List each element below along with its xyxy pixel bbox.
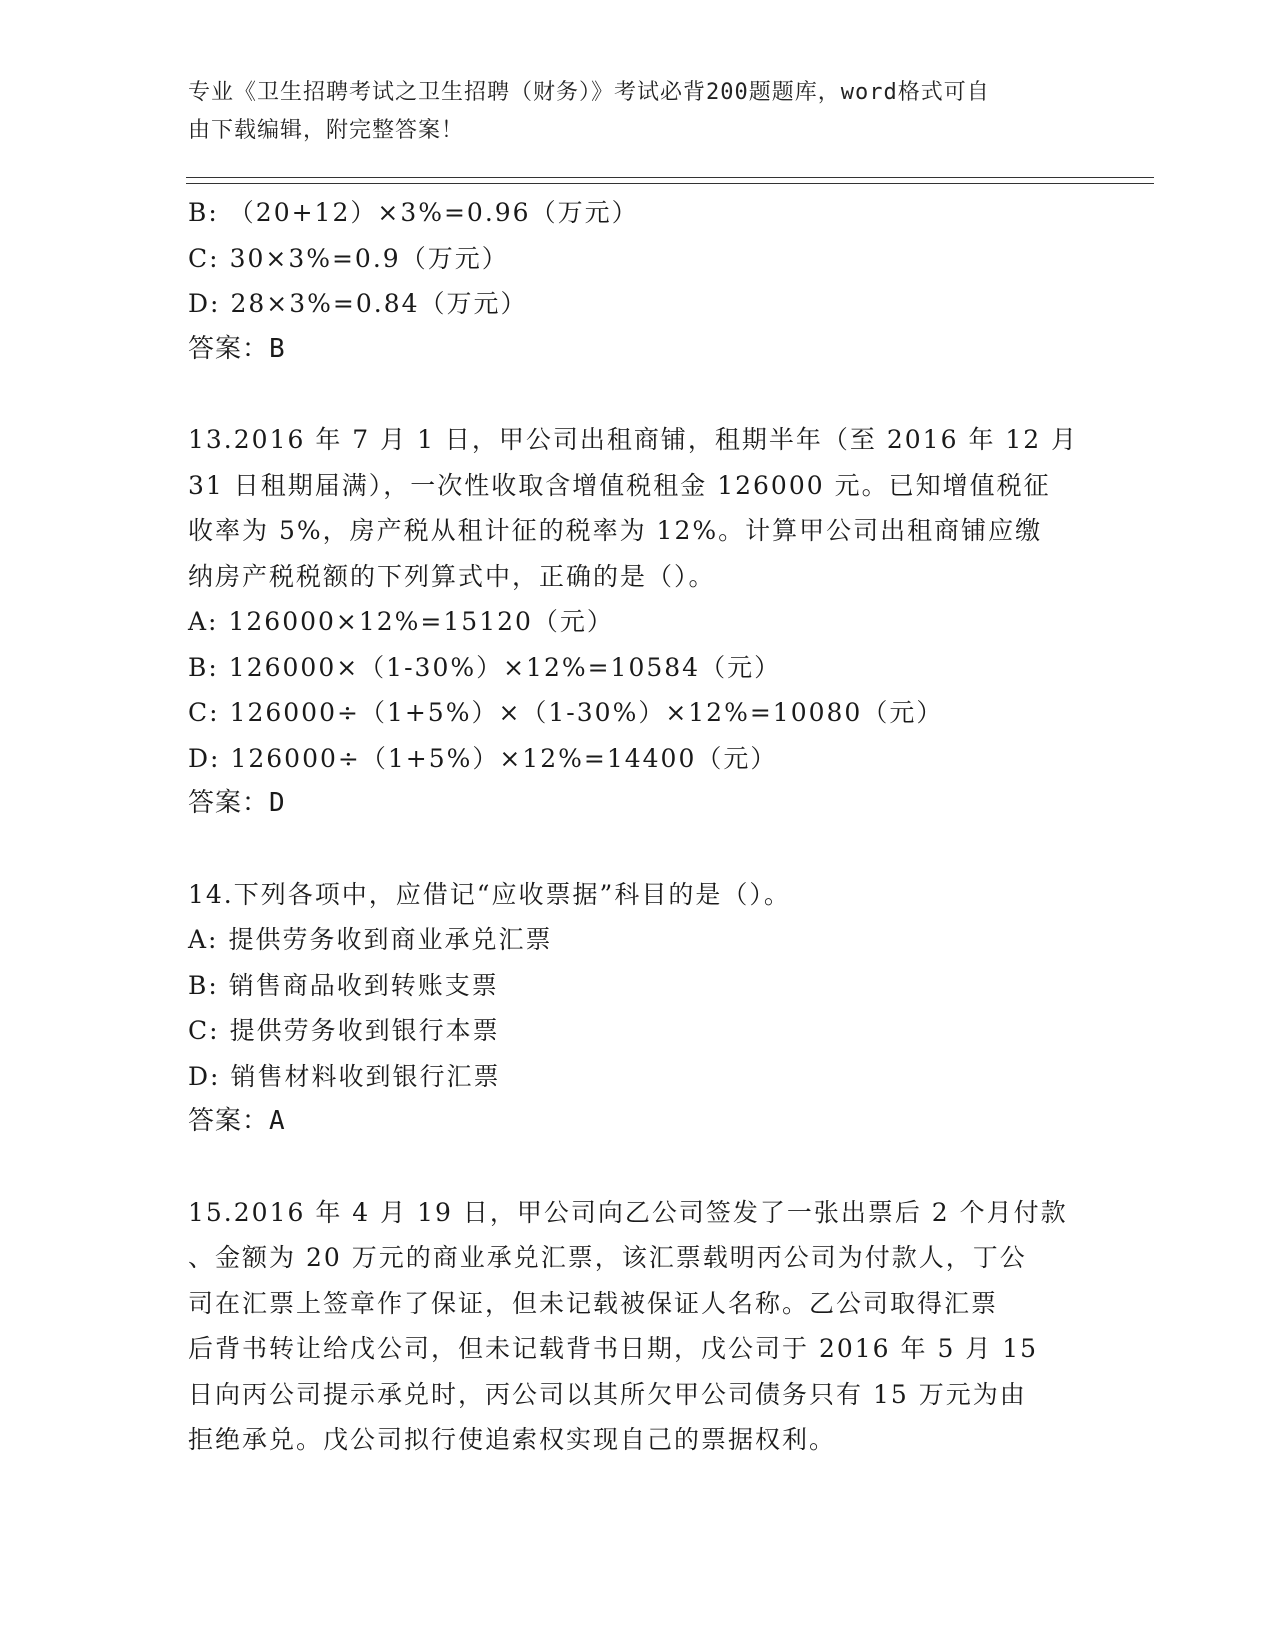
question-stem-line: 后背书转让给戊公司，但未记载背书日期，戊公司于 2016 年 5 月 15 [188, 1334, 1039, 1363]
option-label: C: [188, 243, 220, 273]
option-label: D: [188, 1061, 221, 1091]
option-text: 126000÷（1+5%）×（1-30%）×12%=10080（元） [229, 698, 944, 727]
question-stem-line: 、金额为 20 万元的商业承兑汇票，该汇票载明丙公司为付款人，丁公 [188, 1243, 1027, 1272]
question-stem-line: 日向丙公司提示承兑时，丙公司以其所欠甲公司债务只有 15 万元为由 [188, 1379, 1027, 1409]
option-label: B: [188, 970, 219, 1000]
answer: 答案：A [188, 1106, 286, 1136]
option-text: （20+12）×3%=0.96（万元） [228, 198, 639, 227]
option-c [188, 236, 1088, 282]
question-stem-line: 纳房产税税额的下列算式中，正确的是（）。 [188, 561, 716, 591]
option-text: 126000×12%=15120（元） [228, 607, 614, 636]
option-text: 30×3%=0.9（万元） [229, 243, 509, 273]
question-stem-line: 拒绝承兑。戊公司拟行使追索权实现自己的票据权利。 [188, 1425, 837, 1454]
answer: 答案：D [188, 788, 286, 818]
prev-question-tail [188, 190, 1088, 372]
header-line-2: 由下载编辑，附完整答案！ [188, 118, 465, 143]
option-d [188, 736, 1088, 782]
option-d [188, 1054, 1088, 1100]
header-line-1: 专业《卫生招聘考试之卫生招聘（财务）》考试必背200题题库，word格式可自 [188, 80, 990, 105]
option-label: A: [188, 607, 219, 636]
option-b [188, 645, 1088, 691]
option-b [188, 963, 1088, 1009]
option-label: B: [188, 198, 219, 227]
option-b [188, 190, 1088, 236]
option-label: C: [188, 698, 220, 727]
option-c [188, 1008, 1088, 1054]
question-stem-line: 15.2016 年 4 月 19 日，甲公司向乙公司签发了一张出票后 2 个月付款 [188, 1197, 1068, 1227]
option-c [188, 690, 1088, 736]
option-label: C: [188, 1016, 220, 1045]
question-15 [188, 1190, 1088, 1463]
question-stem-line: 31 日租期届满），一次性收取含增值税租金 126000 元。已知增值税征 [188, 470, 1051, 500]
option-text: 126000÷（1+5%）×12%=14400（元） [230, 743, 778, 773]
question-13 [188, 417, 1088, 827]
option-text: 126000×（1-30%）×12%=10584（元） [228, 652, 782, 682]
document-body [188, 190, 1088, 1463]
header-divider [186, 177, 1154, 184]
page-header [188, 74, 1088, 150]
option-text: 销售材料收到银行汇票 [230, 1061, 501, 1091]
option-text: 28×3%=0.84（万元） [230, 289, 528, 318]
option-label: D: [188, 743, 221, 773]
option-text: 提供劳务收到银行本票 [229, 1016, 500, 1045]
option-a [188, 917, 1088, 963]
option-label: A: [188, 925, 219, 954]
option-text: 销售商品收到转账支票 [228, 970, 499, 1000]
option-label: D: [188, 289, 221, 318]
question-stem-line: 14.下列各项中，应借记“应收票据”科目的是（）。 [188, 879, 791, 909]
option-a [188, 599, 1088, 645]
option-text: 提供劳务收到商业承兑汇票 [228, 925, 553, 954]
option-d [188, 281, 1088, 327]
question-stem-line: 13.2016 年 7 月 1 日，甲公司出租商铺，租期半年（至 2016 年 12 月 [188, 425, 1079, 454]
option-label: B: [188, 652, 219, 682]
question-14 [188, 872, 1088, 1145]
question-stem-line: 收率为 5%，房产税从租计征的税率为 12%。计算甲公司出租商铺应缴 [188, 516, 1043, 545]
answer: 答案：B [188, 333, 286, 364]
question-stem-line: 司在汇票上签章作了保证，但未记载被保证人名称。乙公司取得汇票 [188, 1288, 999, 1318]
